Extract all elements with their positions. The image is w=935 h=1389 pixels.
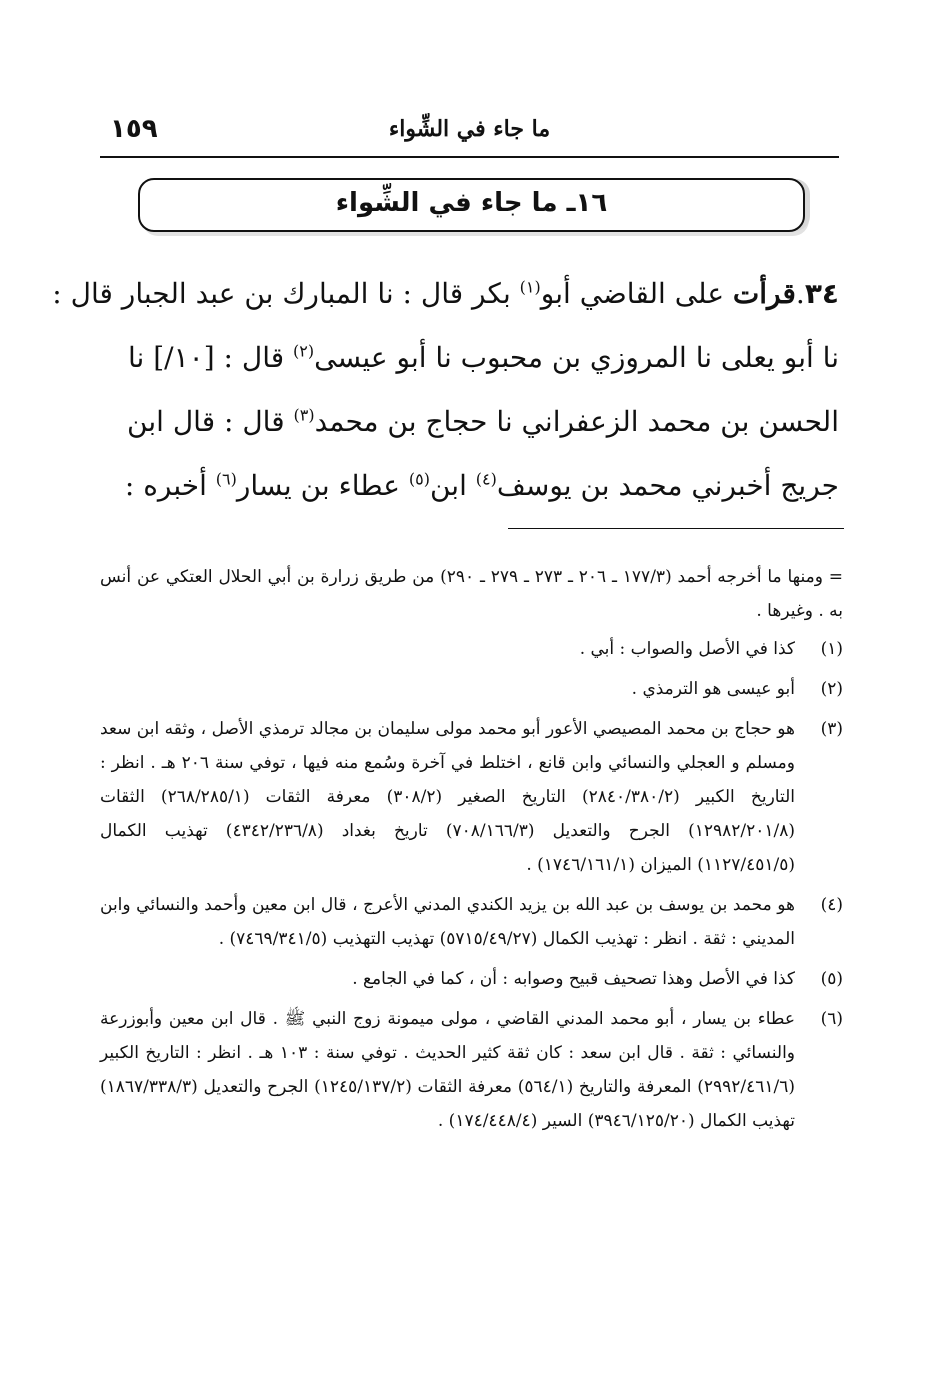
hadith-text-segment: جريج أخبرني محمد بن يوسف [496, 469, 839, 502]
chapter-title: ١٦ـ ما جاء في الشِّواء [335, 188, 608, 218]
footnote-ref: (٦) [215, 469, 237, 489]
footnote-mark: (٢) [820, 679, 843, 699]
hadith-text-segment: أخبره : [124, 469, 216, 502]
hadith-number-dot: . [795, 277, 805, 310]
hadith-line [100, 454, 839, 518]
running-header [100, 108, 839, 158]
footnote-text: كذا في الأصل والصواب : أبي . [579, 639, 795, 659]
hadith-line [100, 390, 839, 454]
footnote-text: أبو عيسى هو الترمذي . [631, 679, 795, 699]
footnote-separator [508, 528, 844, 529]
footnote-ref: (٣) [293, 405, 315, 425]
hadith-text-segment: نا أبو يعلى نا المروزي بن محبوب نا أبو عيسى [314, 341, 839, 374]
hadith-text-segment: قال : قال ابن [127, 405, 294, 438]
hadith-opening-word: قرأت [732, 277, 796, 310]
hadith-text-segment: الحسن بن محمد الزعفراني نا حجاج بن محمد [314, 405, 839, 438]
footnote-text: كذا في الأصل وهذا تصحيف قبيح وصوابه : أن ، كما في الجامع . [352, 969, 795, 989]
footnote-item [100, 632, 843, 666]
footnote-mark: (٤) [820, 895, 843, 915]
footnote-ref: (٢) [293, 341, 315, 361]
hadith-text-segment: بكر قال : نا المبارك بن عبد الجبار قال : [52, 277, 520, 310]
page-number: ١٥٩ [110, 114, 158, 144]
footnote-item [100, 672, 843, 706]
running-header-title: ما جاء في الشِّواء [388, 116, 551, 142]
hadith-text-segment: قال : [١٠/] نا [128, 341, 294, 374]
footnote-text: عطاء بن يسار ، أبو محمد المدني القاضي ، مولى ميمونة زوج النبي ﷺ . قال ابن معين وأبوزرعة والنسائي : ثقة . قال ابن سعد : كان ثقة كثير الحديث . توفي سنة : ١٠٣ هـ . انظر : التاريخ الكبير (٢٩٩٢/٤٦١/٦) المعرفة والتاريخ (٥٦٤/١) معرفة الثقات (١٢٤٥/١٣٧/٢) الجرح والتعديل (١٨٦٧/٣٣٨/٣) تهذيب الكمال (٣٩٤٦/١٢٥/٢٠) السير (١٧٤/٤٤٨/٤) . [100, 1009, 796, 1131]
footnote-ref: (١) [519, 277, 541, 297]
footnotes [100, 560, 843, 1144]
footnote-item [100, 712, 843, 882]
footnote-text: هو حجاج بن محمد المصيصي الأعور أبو محمد مولى سليمان بن مجالد ترمذي الأصل ، وثقه ابن سعد ومسلم و العجلي والنسائي وابن قانع ، اختلط في آخرة وسُمع منه فيها ، توفي سنة ٢٠٦ هـ . انظر : التاريخ الكبير (٢٨٤٠/٣٨٠/٢) التاريخ الصغير (٣٠٨/٢) معرفة الثقات (٢٦٨/٢٨٥/١) الثقات (١٢٩٨٢/٢٠١/٨) الجرح والتعديل (٧٠٨/١٦٦/٣) تاريخ بغداد (٤٣٤٢/٢٣٦/٨) تهذيب الكمال (١١٢٧/٤٥١/٥) الميزان (١٧٤٦/١٦١/١) . [100, 719, 796, 875]
hadith-line [52, 262, 839, 326]
hadith-number: ٣٤ [804, 277, 839, 310]
footnote-continuation: = ومنها ما أخرجه أحمد (١٧٧/٣ ـ ٢٠٦ ـ ٢٧٣ ـ ٢٧٩ ـ ٢٩٠) من طريق زرارة بن أبي الحلال العتكي عن أنس به . وغيرها . [100, 567, 843, 621]
footnote-item [100, 1002, 843, 1138]
hadith-line [100, 326, 839, 390]
footnote-mark: (٦) [820, 1009, 843, 1029]
footnote-text: هو محمد بن يوسف بن عبد الله بن يزيد الكندي المدني الأعرج ، قال ابن معين وأحمد والنسائي وابن المديني : ثقة . انظر : تهذيب الكمال (٥٧١٥/٤٩/٢٧) تهذيب التهذيب (٧٤٦٩/٣٤١/٥) . [100, 895, 795, 949]
hadith-text-segment: عطاء بن يسار [236, 469, 409, 502]
hadith-text-segment: ابن [429, 469, 476, 502]
footnote-mark: (٣) [820, 719, 843, 739]
footnote-mark: (١) [820, 639, 843, 659]
footnote-item [100, 962, 843, 996]
footnote-ref: (٥) [408, 469, 430, 489]
footnote-item [100, 888, 843, 956]
hadith-text [52, 262, 839, 518]
hadith-text-segment: على القاضي أبو [540, 277, 733, 310]
footnote-ref: (٤) [475, 469, 497, 489]
chapter-heading-box [138, 178, 805, 232]
footnote-mark: (٥) [820, 969, 843, 989]
